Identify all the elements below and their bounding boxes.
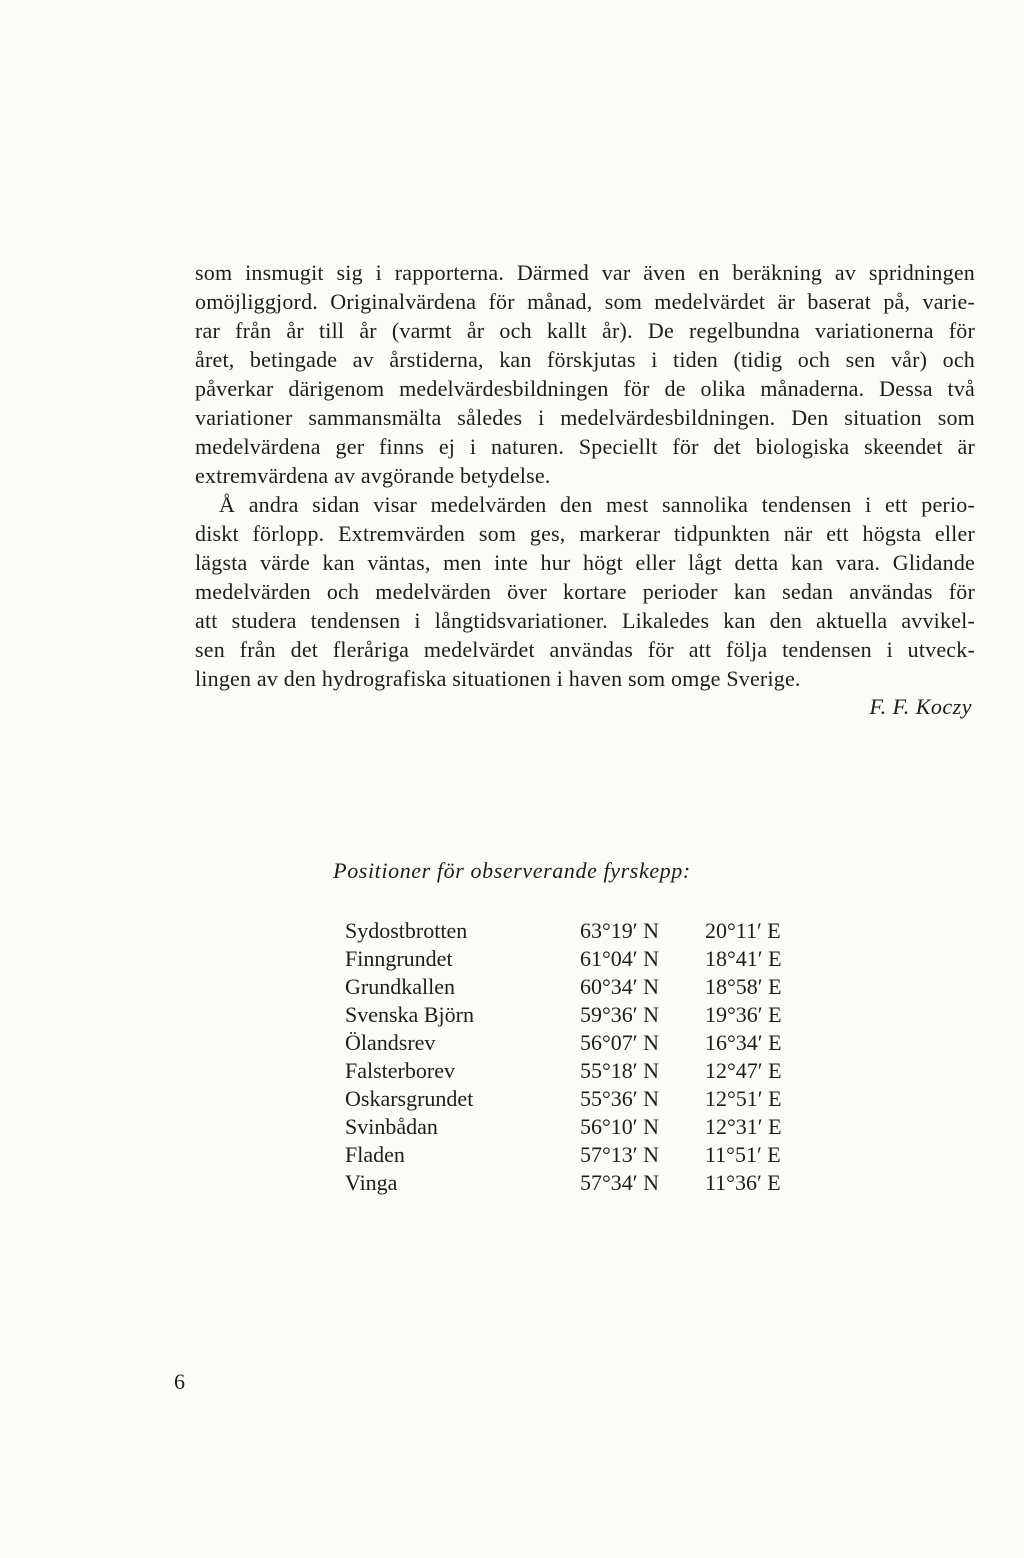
longitude: 18°41′ E [705, 946, 782, 971]
latitude: 61°04′ N [580, 946, 659, 971]
lightship-name: Ölandsrev [345, 1030, 436, 1055]
lightship-name: Falsterborev [345, 1058, 455, 1083]
table-row [345, 973, 782, 1001]
longitude: 16°34′ E [705, 1030, 782, 1055]
table-row [345, 1057, 782, 1085]
body-line: att studera tendensen i långtidsvariationer. Likaledes kan den aktuella avvikel- [195, 608, 975, 633]
longitude: 11°51′ E [705, 1142, 781, 1167]
lightship-name: Fladen [345, 1142, 405, 1167]
body-line: medelvärdena ger finns ej i naturen. Speciellt för det biologiska skeendet är [195, 434, 975, 459]
longitude: 12°31′ E [705, 1114, 782, 1139]
body-line: lägsta värde kan väntas, men inte hur högt eller lågt detta kan vara. Glidande [195, 550, 975, 575]
positions-table [345, 917, 782, 1197]
body-line: som insmugit sig i rapporterna. Därmed var även en beräkning av spridningen [195, 260, 975, 285]
latitude: 56°10′ N [580, 1114, 659, 1139]
longitude: 20°11′ E [705, 918, 781, 943]
body-line: året, betingade av årstiderna, kan förskjutas i tiden (tidig och sen vår) och [195, 347, 975, 372]
body-line: diskt förlopp. Extremvärden som ges, markerar tidpunkten när ett högsta eller [195, 521, 975, 546]
author-signature: F. F. Koczy [869, 694, 972, 719]
longitude: 18°58′ E [705, 974, 782, 999]
table-row [345, 917, 782, 945]
table-row [345, 1169, 782, 1197]
lightship-name: Svinbådan [345, 1114, 438, 1139]
lightship-name: Vinga [345, 1170, 398, 1195]
body-text [195, 258, 975, 693]
body-line: lingen av den hydrografiska situationen i haven som omge Sverige. [195, 666, 801, 691]
longitude: 12°51′ E [705, 1086, 782, 1111]
page-number: 6 [174, 1369, 185, 1394]
body-line: extremvärdena av avgörande betydelse. [195, 463, 551, 488]
lightship-name: Sydostbrotten [345, 918, 468, 943]
body-line: omöjliggjord. Originalvärdena för månad, som medelvärdet är baserat på, varie- [195, 289, 975, 314]
body-line: Å andra sidan visar medelvärden den mest sannolika tendensen i ett perio- [219, 492, 975, 517]
latitude: 56°07′ N [580, 1030, 659, 1055]
longitude: 19°36′ E [705, 1002, 782, 1027]
latitude: 60°34′ N [580, 974, 659, 999]
lightship-name: Svenska Björn [345, 1002, 474, 1027]
table-row [345, 1029, 782, 1057]
longitude: 12°47′ E [705, 1058, 782, 1083]
lightship-name: Finngrundet [345, 946, 453, 971]
latitude: 57°34′ N [580, 1170, 659, 1195]
table-row [345, 1113, 782, 1141]
table-row [345, 1001, 782, 1029]
table-row [345, 945, 782, 973]
latitude: 59°36′ N [580, 1002, 659, 1027]
body-line: sen från det fleråriga medelvärdet användas för att följa tendensen i utveck- [195, 637, 975, 662]
table-row [345, 1085, 782, 1113]
lightship-name: Oskarsgrundet [345, 1086, 474, 1111]
body-line: påverkar därigenom medelvärdesbildningen för de olika månaderna. Dessa två [195, 376, 975, 401]
body-line: medelvärden och medelvärden över kortare perioder kan sedan användas för [195, 579, 975, 604]
body-line: rar från år till år (varmt år och kallt år). De regelbundna variationerna för [195, 318, 975, 343]
latitude: 63°19′ N [580, 918, 659, 943]
latitude: 55°18′ N [580, 1058, 659, 1083]
body-line: variationer sammansmälta således i medelvärdesbildningen. Den situation som [195, 405, 975, 430]
table-row [345, 1141, 782, 1169]
table-title: Positioner för observerande fyrskepp: [333, 858, 691, 883]
latitude: 57°13′ N [580, 1142, 659, 1167]
lightship-name: Grundkallen [345, 974, 455, 999]
longitude: 11°36′ E [705, 1170, 781, 1195]
latitude: 55°36′ N [580, 1086, 659, 1111]
